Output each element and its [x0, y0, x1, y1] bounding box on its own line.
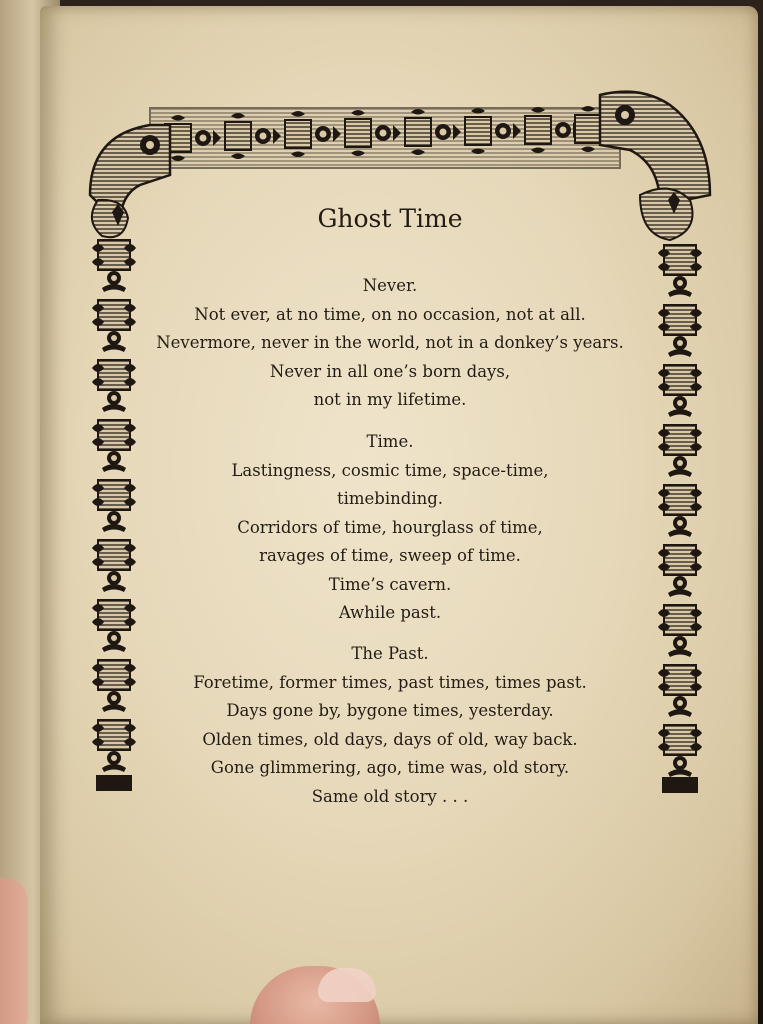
poem-line: Never.	[362, 276, 418, 295]
poem-title: Ghost Time	[317, 204, 463, 233]
stanza-time	[140, 428, 640, 628]
poem-line: Nevermore, never in the world, not in a donkey’s years.	[156, 333, 624, 352]
thumbnail	[318, 968, 376, 1002]
stanza-the-past	[140, 640, 640, 811]
poem-line: Olden times, old days, days of old, way back.	[202, 729, 578, 749]
poem-line: Time.	[366, 432, 414, 451]
left-finger	[0, 878, 28, 1024]
poem-line: Never in all one’s born days,	[269, 361, 511, 381]
poem-line: Awhile past.	[338, 603, 442, 622]
poem-line: The Past.	[351, 644, 429, 663]
poem-line: Same old story . . .	[311, 786, 469, 806]
right-border-column	[658, 245, 702, 793]
poem-line: not in my lifetime.	[313, 390, 467, 409]
poem-line: Not ever, at no time, on no occasion, not at all.	[194, 304, 586, 324]
left-border-column	[92, 240, 136, 791]
poem-line: Lastingness, cosmic time, space-time,	[231, 460, 549, 480]
poem-line: timebinding.	[336, 489, 444, 508]
poem-line: Corridors of time, hourglass of time,	[237, 517, 543, 537]
poem-line: ravages of time, sweep of time.	[259, 546, 521, 565]
poem-line: Time’s cavern.	[328, 574, 452, 594]
left-corner-ornament	[90, 125, 170, 237]
poem-line: Gone glimmering, ago, time was, old story.	[210, 758, 570, 777]
top-border-band	[150, 106, 631, 168]
stanza-never	[140, 272, 640, 415]
poem-line: Days gone by, bygone times, yesterday.	[226, 701, 554, 720]
poem-line: Foretime, former times, past times, times past.	[193, 672, 587, 692]
